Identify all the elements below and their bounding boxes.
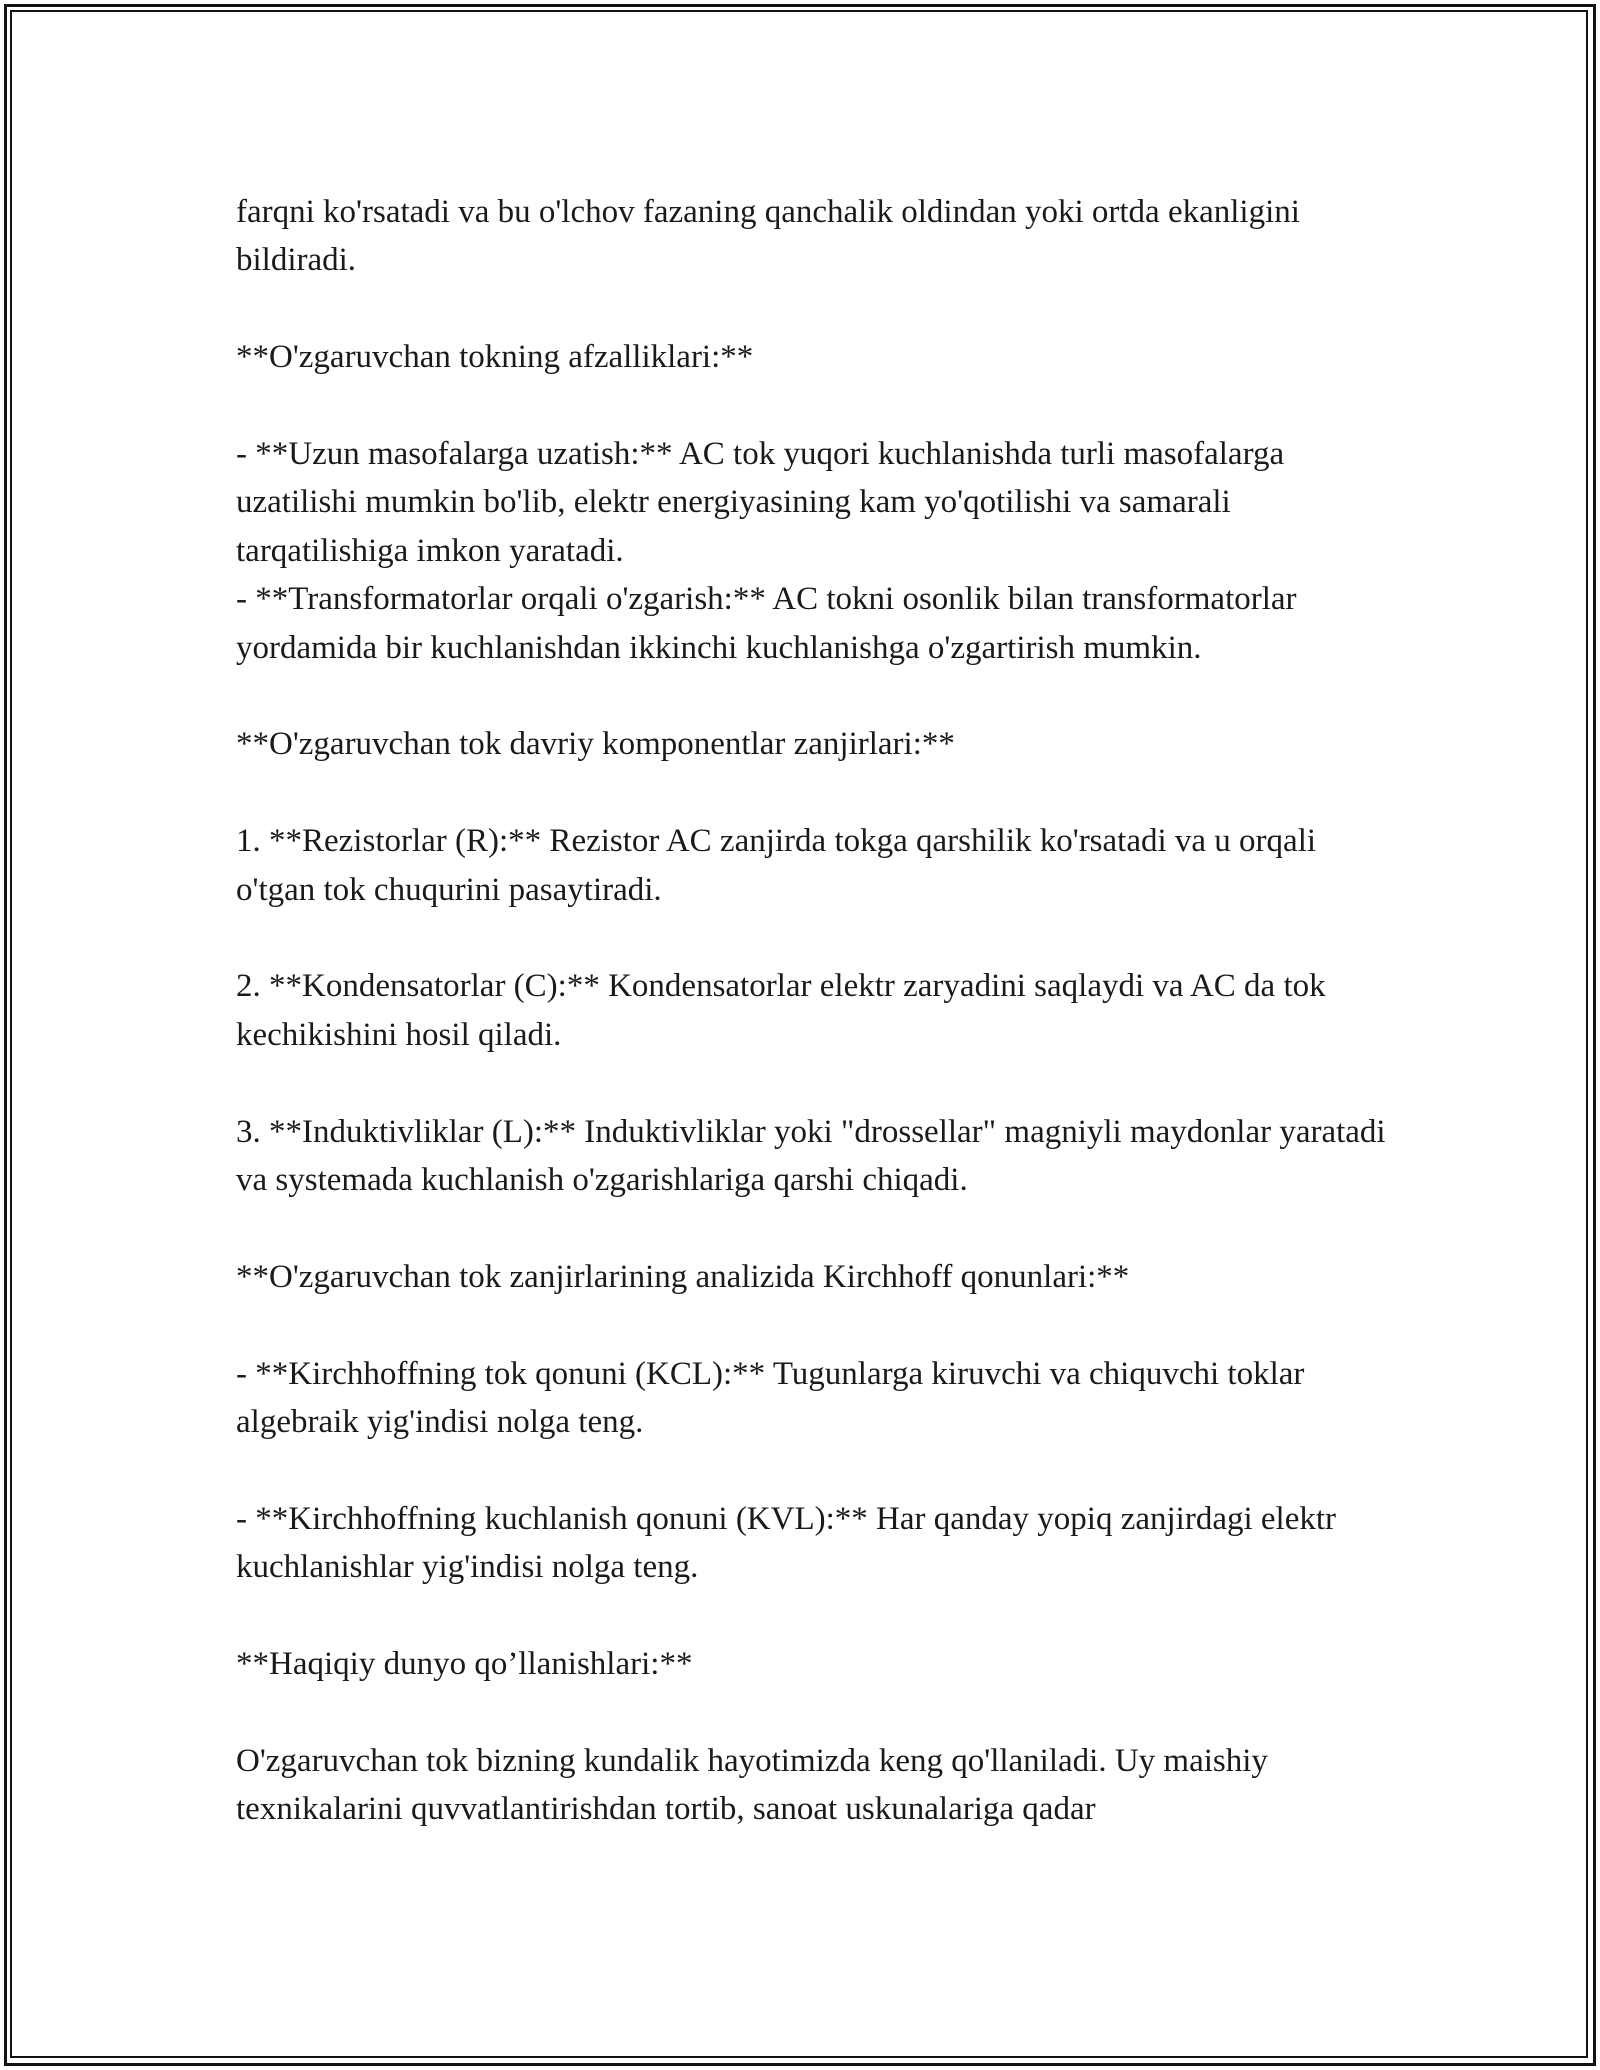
document-body [236, 188, 1386, 1834]
heading-real-world-applications: **Haqiqiy dunyo qo’llanishlari:** [236, 1646, 693, 1683]
list-item-kvl: - **Kirchhoffning kuchlanish qonuni (KVL):** Har qanday yopiq zanjirdagi elektr kuchlanishlar yig'indisi nolga teng. [236, 1500, 1337, 1586]
paragraph-phase-explanation: farqni ko'rsatadi va bu o'lchov fazaning qanchalik oldindan yoki ortda ekanligini bildiradi. [236, 194, 1300, 279]
spacer [236, 1301, 1386, 1349]
heading-kirchhoff-laws: **O'zgaruvchan tok zanjirlarining analizida Kirchhoff qonunlari:** [236, 1258, 1130, 1295]
list-item-capacitors: 2. **Kondensatorlar (C):** Kondensatorlar elektr zaryadini saqlaydi va AC da tok kechikishini hosil qiladi. [236, 968, 1326, 1053]
list-item-resistors: 1. **Rezistorlar (R):** Rezistor AC zanjirda tokga qarshilik ko'rsatadi va u orqali o'tgan tok chuqurini pasaytiradi. [236, 823, 1317, 908]
spacer [236, 672, 1386, 720]
spacer [236, 382, 1386, 430]
heading-ac-components: **O'zgaruvchan tok davriy komponentlar zanjirlari:** [236, 726, 955, 763]
list-item-inductors: 3. **Induktivliklar (L):** Induktivliklar yoki "drossellar" magniyli maydonlar yaratadi va systemada kuchlanish o'zgarishlariga qarshi chiqadi. [236, 1113, 1386, 1199]
spacer [236, 1592, 1386, 1640]
spacer [236, 769, 1386, 817]
paragraph-everyday-use: O'zgaruvchan tok bizning kundalik hayotimizda keng qo'llaniladi. Uy maishiy texnikalarini quvvatlantirishdan tortib, sanoat uskunalariga qadar [236, 1742, 1268, 1828]
spacer [236, 1204, 1386, 1252]
list-item-kcl: - **Kirchhoffning tok qonuni (KCL):** Tugunlarga kiruvchi va chiquvchi toklar algebraik yig'indisi nolga teng. [236, 1355, 1305, 1441]
spacer [236, 285, 1386, 333]
list-item-long-distance: - **Uzun masofalarga uzatish:** AC tok yuqori kuchlanishda turli masofalarga uzatilishi mumkin bo'lib, elektr energiyasining kam yo'qotilishi va samarali tarqatilishiga imkon yaratadi. [236, 436, 1285, 569]
list-item-transformers: - **Transformatorlar orqali o'zgarish:** AC tokni osonlik bilan transformatorlar yordamida bir kuchlanishdan ikkinchi kuchlanishga o'zgartirish mumkin. [236, 581, 1297, 666]
spacer [236, 1688, 1386, 1736]
spacer [236, 914, 1386, 962]
spacer [236, 1059, 1386, 1107]
spacer [236, 1446, 1386, 1494]
heading-ac-advantages: **O'zgaruvchan tokning afzalliklari:** [236, 339, 754, 376]
